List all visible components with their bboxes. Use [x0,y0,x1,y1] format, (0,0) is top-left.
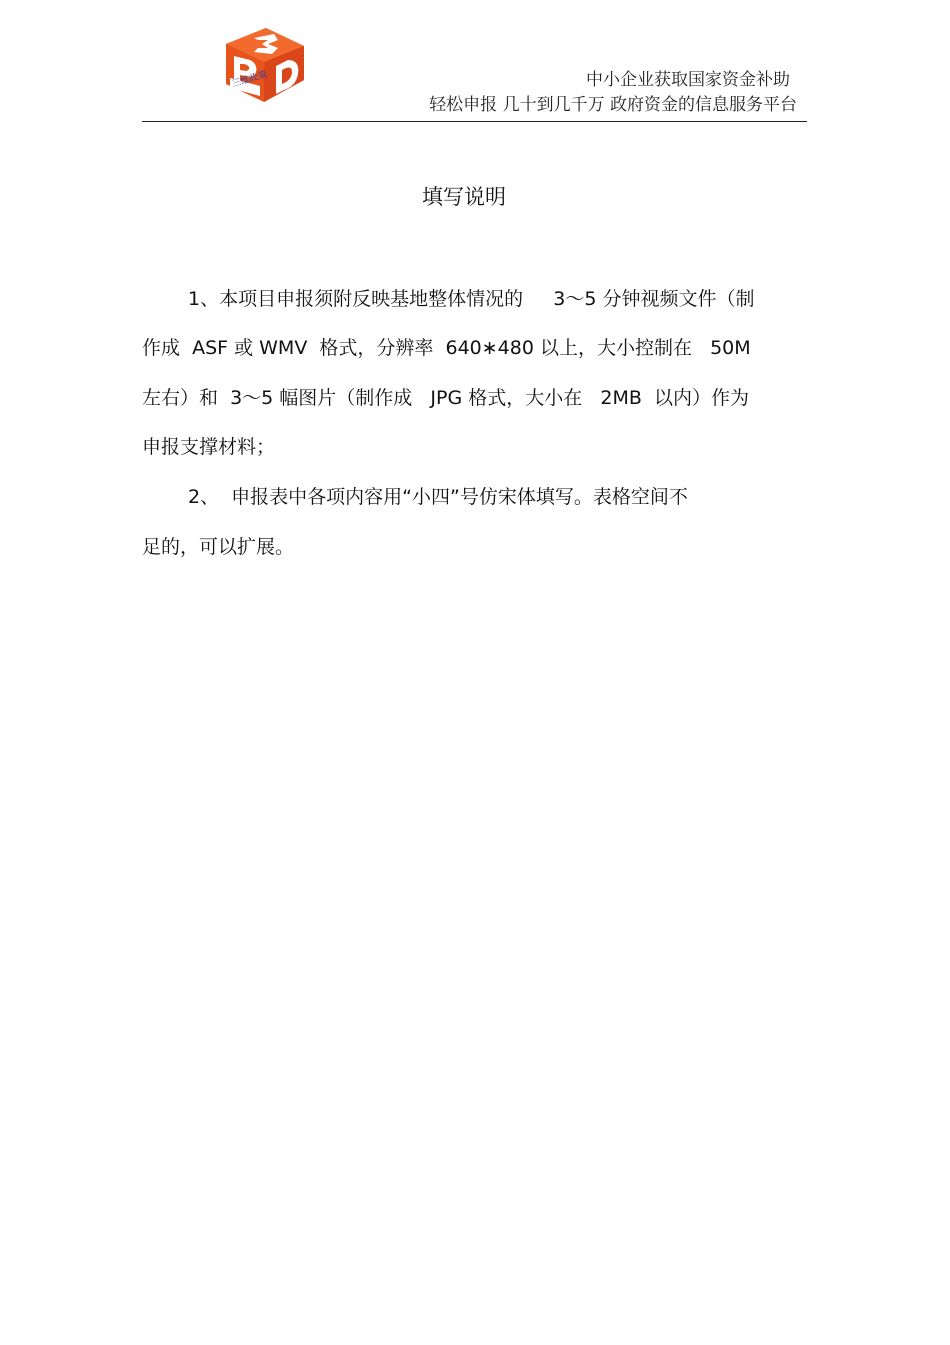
header-tagline-line2: 轻松申报 几十到几千万 政府资金的信息服务平台 [429,95,797,115]
instruction-line: 足的，可以扩展。 [142,536,295,558]
document-title: 填写说明 [422,185,506,209]
instruction-line: 1、本项目申报须附反映基地整体情况的 3～5 分钟视频文件（制 [188,288,755,310]
instruction-line: 申报支撑材料； [142,436,276,458]
instruction-line: 2、 申报表中各项内容用“小四”号仿宋体填写。表格空间不 [188,486,688,508]
instruction-line: 作成 ASF 或 WMV 格式，分辨率 640∗480 以上，大小控制在 50M [142,337,751,359]
instruction-line: 左右）和 3～5 幅图片（制作成 JPG 格式，大小在 2MB 以内）作为 [142,387,749,409]
header-divider [142,121,807,122]
logo-cube-icon [218,22,310,108]
brand-logo [218,22,310,108]
header-tagline-line1: 中小企业获取国家资金补助 [586,70,790,90]
logo-text: 三维政策 [231,70,269,90]
